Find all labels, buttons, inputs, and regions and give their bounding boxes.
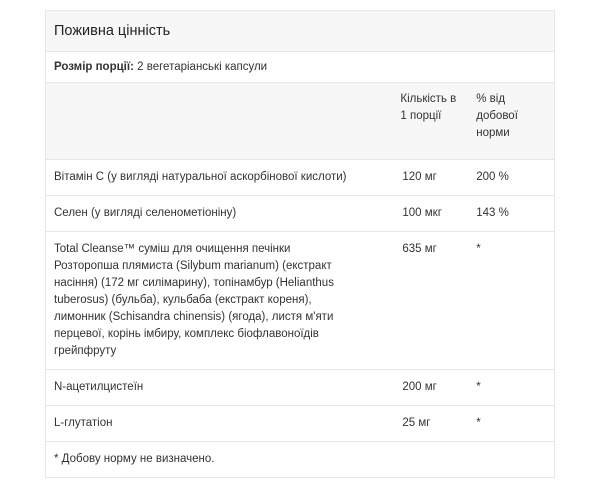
table-row bbox=[46, 369, 554, 405]
serving-size-label: Розмір порції: bbox=[54, 61, 134, 73]
header-dv-line: добової bbox=[476, 110, 518, 122]
ingredient-name: Total Cleanse™ суміш для очищення печінки bbox=[54, 242, 291, 255]
header-dv-line: % від bbox=[476, 93, 506, 105]
blend-description-line: лимонник (Schisandra chinensis) (ягода), листя м'яти bbox=[54, 310, 334, 323]
ingredient-name: N-ацетилцистеїн bbox=[46, 369, 394, 405]
blend-description-line: насіння) (172 мг силімарину), топінамбур (Helianthus bbox=[54, 276, 334, 289]
header-amount-line: 1 порції bbox=[400, 110, 442, 122]
ingredient-name: Селен (у вигляді селенометіоніну) bbox=[46, 195, 394, 231]
ingredient-daily-value: * bbox=[470, 231, 554, 369]
ingredient-amount: 25 мг bbox=[394, 405, 470, 441]
ingredient-amount: 635 мг bbox=[394, 231, 470, 369]
nutrition-table bbox=[46, 83, 554, 478]
serving-size bbox=[46, 52, 554, 83]
table-header-row bbox=[46, 83, 554, 159]
table-row bbox=[46, 231, 554, 369]
table-row bbox=[46, 159, 554, 195]
footnote: * Добову норму не визначено. bbox=[46, 441, 554, 477]
ingredient-blend bbox=[46, 231, 394, 369]
blend-description-line: Розторопша плямиста (Silybum marianum) (екстракт bbox=[54, 259, 332, 272]
table-row bbox=[46, 195, 554, 231]
ingredient-name: Вітамін C (у вигляді натуральної аскорбінової кислоти) bbox=[46, 159, 394, 195]
table-row bbox=[46, 405, 554, 441]
footnote-row bbox=[46, 441, 554, 477]
serving-size-value: 2 вегетаріанські капсули bbox=[137, 61, 268, 73]
header-amount-line: Кількість в bbox=[400, 93, 457, 105]
ingredient-amount: 100 мкг bbox=[394, 195, 470, 231]
ingredient-daily-value: 143 % bbox=[470, 195, 554, 231]
header-daily-value bbox=[470, 83, 554, 159]
ingredient-daily-value: * bbox=[470, 369, 554, 405]
header-amount bbox=[394, 83, 470, 159]
panel-title: Поживна цінність bbox=[46, 11, 554, 52]
ingredient-name: L-глутатіон bbox=[46, 405, 394, 441]
blend-description-line: tuberosus) (бульба), кульбаба (екстракт кореня), bbox=[54, 293, 312, 306]
header-ingredient bbox=[46, 83, 394, 159]
ingredient-amount: 200 мг bbox=[394, 369, 470, 405]
blend-description-line: перцевої, корінь імбиру, комплекс біофлавоноїдів bbox=[54, 327, 319, 340]
nutrition-facts-panel bbox=[45, 10, 555, 478]
header-dv-line: норми bbox=[476, 127, 510, 139]
blend-description-line: грейпфруту bbox=[54, 344, 117, 357]
ingredient-amount: 120 мг bbox=[394, 159, 470, 195]
ingredient-daily-value: 200 % bbox=[470, 159, 554, 195]
ingredient-daily-value: * bbox=[470, 405, 554, 441]
